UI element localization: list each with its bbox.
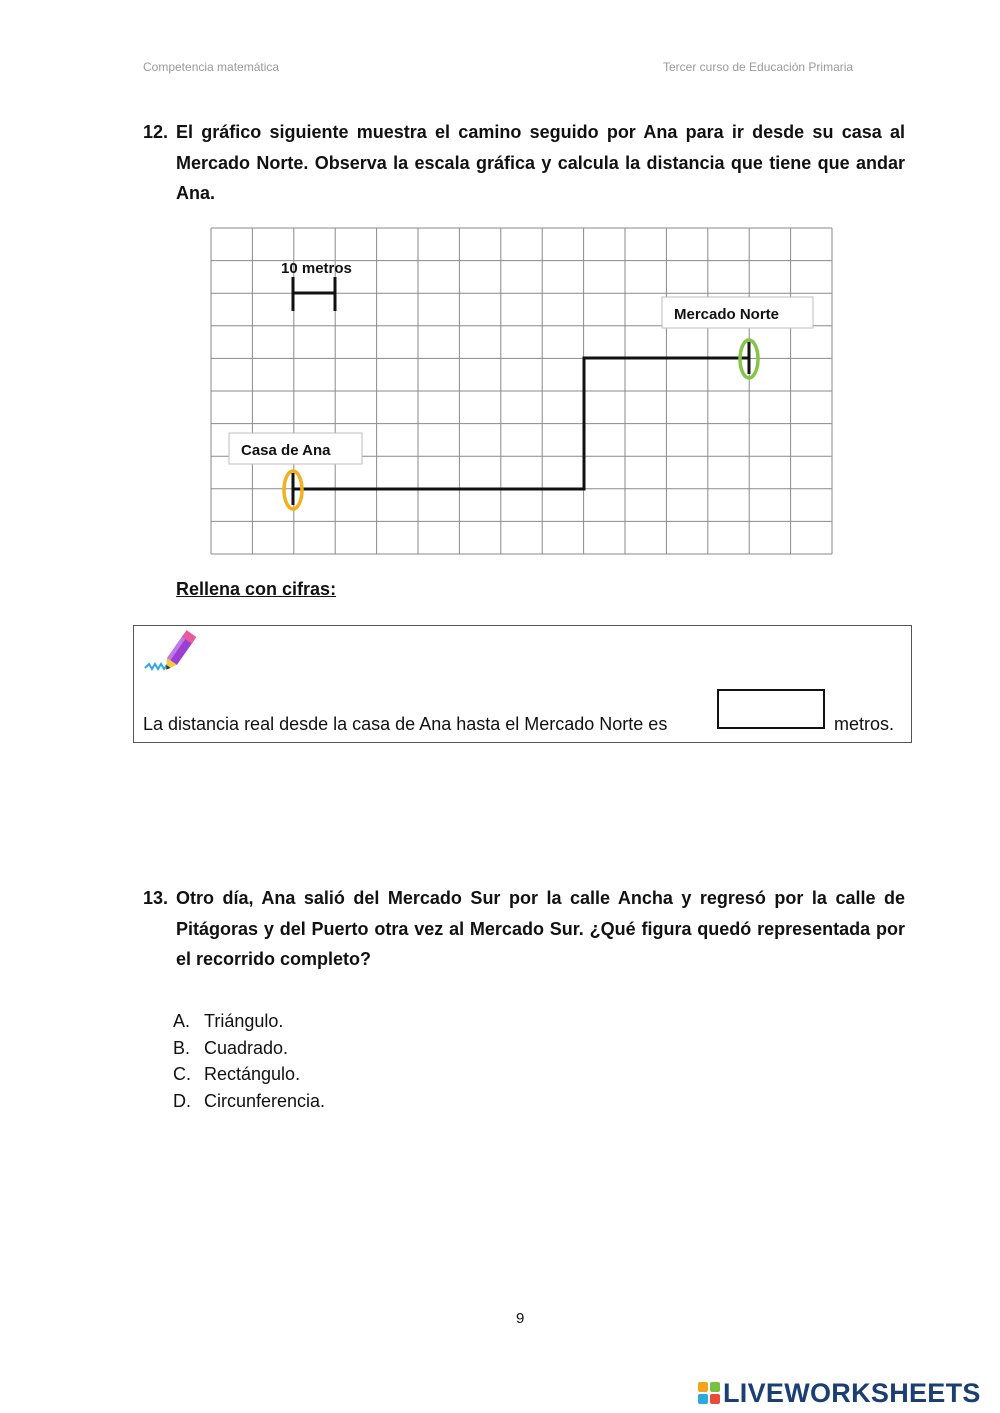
question-13-number: 13. [143,888,169,908]
liveworksheets-logo-icon [698,1382,720,1404]
scale-bar [293,277,335,311]
option-a[interactable] [173,1008,325,1035]
question-12-text: El gráfico siguiente muestra el camino seguido por Ana para ir desde su casa al Mercado Norte. Observa la escala gráfica y calcula la distancia que tiene que andar Ana. [176,122,905,203]
question-13-text: Otro día, Ana salió del Mercado Sur por la calle Ancha y regresó por la calle de Pitágoras y del Puerto otra vez al Mercado Sur. ¿Qué figura quedó representada por el recorrido completo? [176,888,905,969]
answer-unit: metros. [834,714,895,734]
page-number: 9 [516,1310,525,1327]
answer-options [173,1008,325,1114]
fill-title: Rellena con cifras: [176,579,337,599]
brand-watermark [698,1378,981,1408]
option-c[interactable] [173,1061,325,1088]
option-text: Rectángulo. [204,1064,301,1084]
option-text: Cuadrado. [204,1037,289,1058]
header-course: Tercer curso de Educación Primaria [663,60,854,74]
question-13 [143,883,905,975]
answer-input[interactable] [717,689,825,729]
option-letter: B. [173,1037,191,1058]
route-map [0,0,1000,600]
option-b[interactable] [173,1035,325,1062]
pencil-icon [142,628,198,678]
origin-label: Casa de Ana [241,442,331,459]
option-text: Triángulo. [204,1011,284,1031]
option-letter: A. [173,1011,191,1031]
header-subject: Competencia matemática [143,60,280,74]
brand-name: LIVEWORKSHEETS [723,1378,981,1408]
destination-label: Mercado Norte [674,306,780,323]
scale-label: 10 metros [281,260,352,277]
option-letter: C. [173,1064,191,1084]
option-d[interactable] [173,1088,325,1115]
question-12-number: 12. [143,122,169,142]
option-letter: D. [173,1090,191,1111]
option-text: Circunferencia. [204,1090,326,1111]
answer-sentence: La distancia real desde la casa de Ana hasta el Mercado Norte es [143,714,668,734]
